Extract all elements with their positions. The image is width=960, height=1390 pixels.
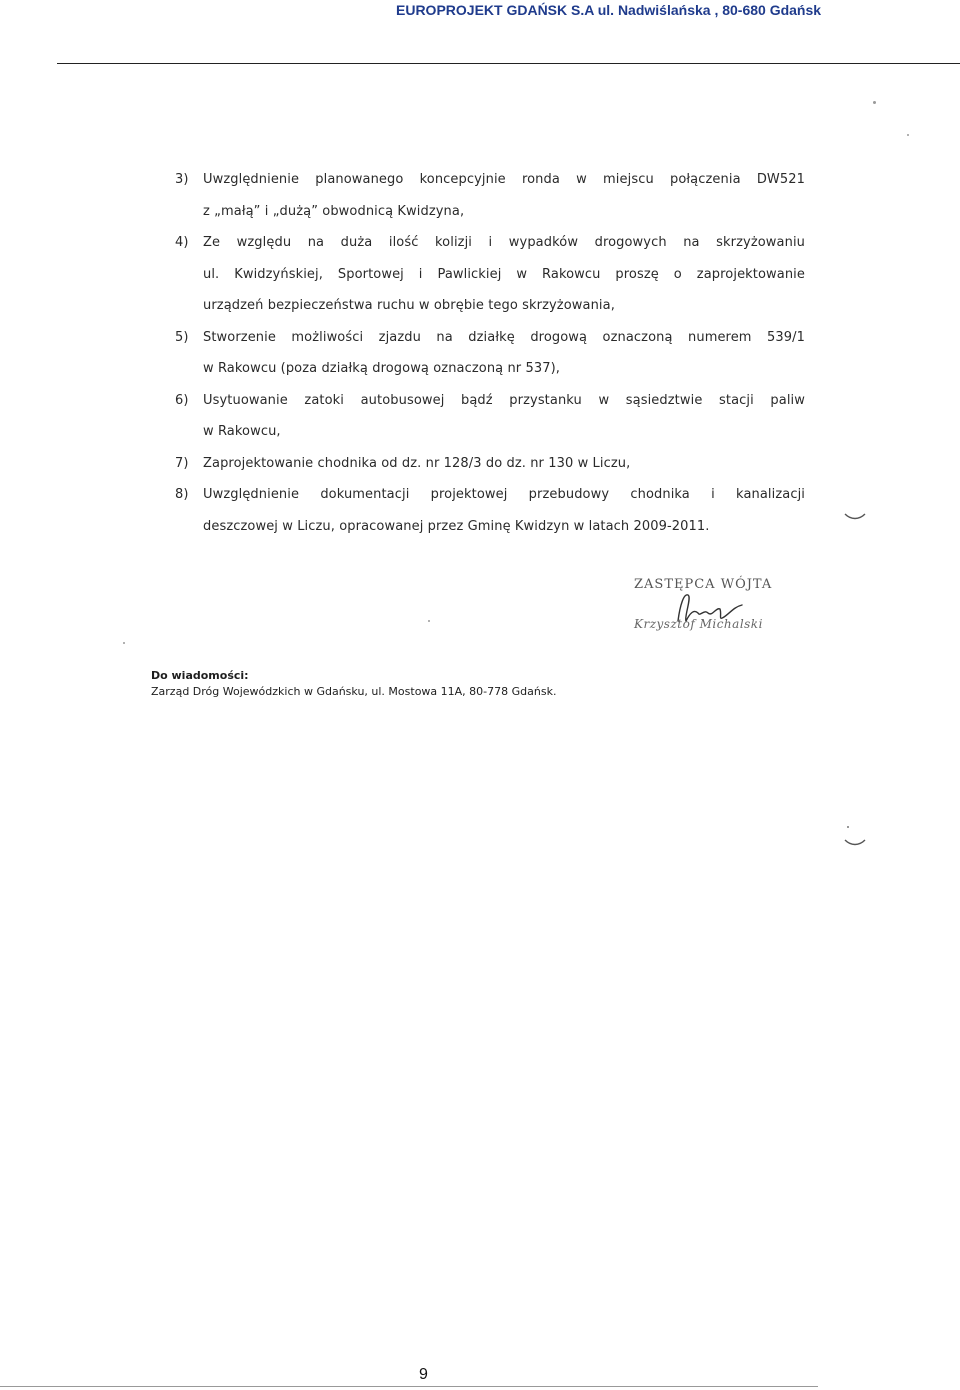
scan-speck: [123, 642, 125, 644]
notice-recipient: Zarząd Dróg Wojewódzkich w Gdańsku, ul. Mostowa 11A, 80-778 Gdańsk.: [151, 685, 557, 698]
page-number: 9: [419, 1366, 428, 1383]
scanned-letter-body: [175, 164, 805, 542]
list-item-7: [175, 448, 805, 480]
list-item-line: Stworzenie możliwości zjazdu na działkę drogową oznaczoną numerem 539/1: [203, 329, 805, 345]
list-item-number: 7): [175, 455, 189, 471]
list-item-line: z „małą” i „dużą” obwodnicą Kwidzyna,: [203, 203, 465, 219]
list-item-number: 5): [175, 329, 189, 345]
list-item-line: Uwzględnienie dokumentacji projektowej przebudowy chodnika i kanalizacji: [203, 487, 805, 502]
scan-speck: [873, 101, 876, 104]
list-item-line: ul. Kwidzyńskiej, Sportowej i Pawlickiej w Rakowcu proszę o zaprojektowanie: [203, 266, 805, 282]
list-item-8: [175, 479, 805, 542]
binder-hole-mark-icon: [843, 824, 867, 852]
list-item-line: Usytuowanie zatoki autobusowej bądź przystanku w sąsiedztwie stacji paliw: [203, 392, 805, 408]
notice-block: [151, 668, 556, 700]
list-item-number: 3): [175, 172, 189, 187]
list-item-line: w Rakowcu,: [203, 424, 281, 439]
document-header-title: EUROPROJEKT GDAŃSK S.A ul. Nadwiślańska , 80-680 Gdańsk: [396, 2, 822, 18]
list-item-line: w Rakowcu (poza działką drogową oznaczoną nr 537),: [203, 361, 561, 376]
header-divider: [57, 63, 960, 64]
list-item-line: deszczowej w Liczu, opracowanej przez Gminę Kwidzyn w latach 2009-2011.: [203, 518, 710, 534]
list-item-line: urządzeń bezpieczeństwa ruchu w obrębie tego skrzyżowania,: [203, 298, 615, 313]
binder-hole-mark-icon: [843, 508, 867, 524]
list-item-line: Ze względu na duża ilość kolizji i wypadków drogowych na skrzyżowaniu: [203, 235, 805, 250]
signature-title: ZASTĘPCA WÓJTA: [634, 577, 773, 592]
scan-speck: [428, 620, 430, 622]
list-item-3: [175, 164, 805, 227]
list-item-number: 8): [175, 487, 189, 502]
list-item-number: 6): [175, 392, 189, 408]
scan-speck: [907, 134, 909, 136]
list-item-line: Uwzględnienie planowanego koncepcyjnie ronda w miejscu połączenia DW521: [203, 172, 805, 187]
list-item-4: [175, 227, 805, 322]
signature-name: Krzysztof Michalski: [634, 617, 763, 631]
list-item-line: Zaprojektowanie chodnika od dz. nr 128/3 do dz. nr 130 w Liczu,: [203, 455, 631, 471]
notice-label: Do wiadomości:: [151, 669, 249, 682]
list-item-number: 4): [175, 235, 189, 250]
footer-divider: [0, 1386, 818, 1387]
signature-block: [632, 577, 792, 637]
list-item-6: [175, 385, 805, 448]
list-item-5: [175, 322, 805, 385]
